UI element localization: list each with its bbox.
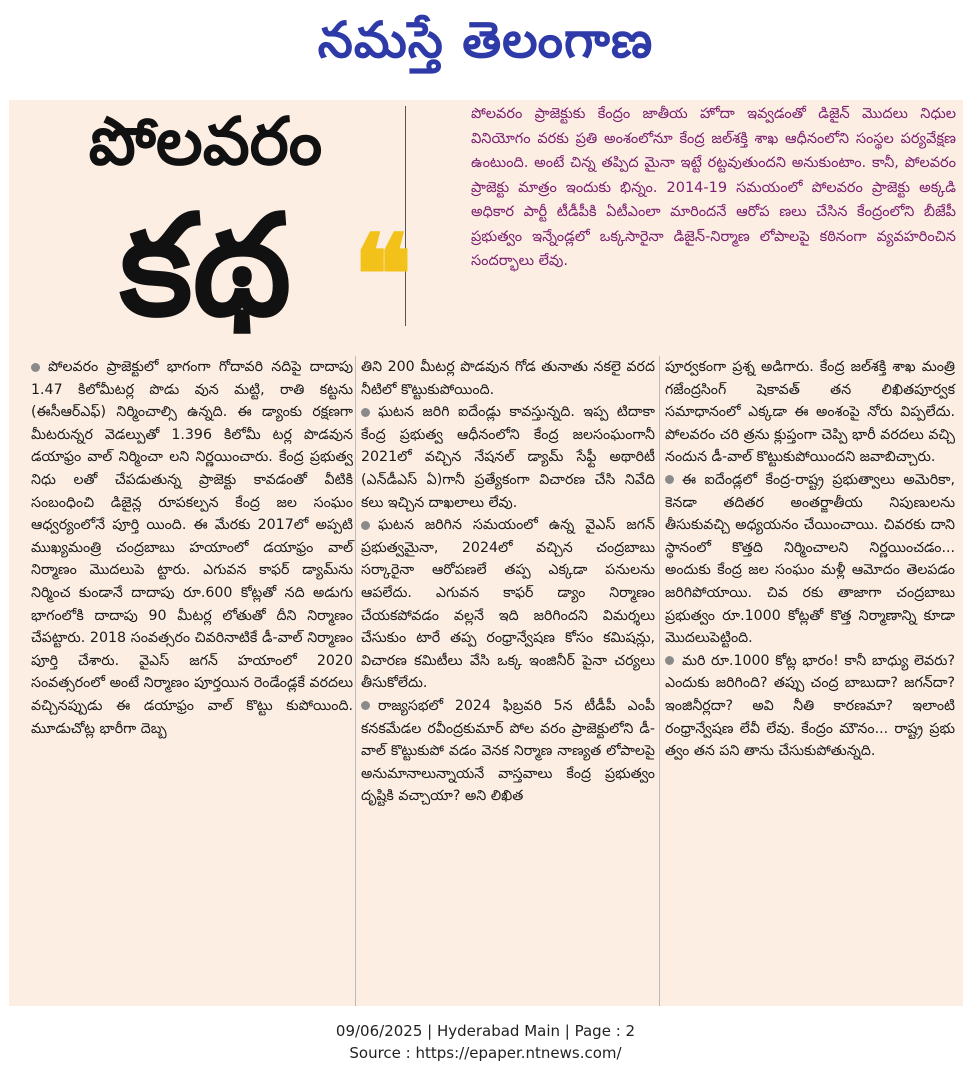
masthead — [0, 0, 971, 92]
footer-source: Source : https://epaper.ntnews.com/ — [349, 1044, 622, 1062]
bullet-icon — [361, 701, 370, 710]
bullet-icon — [665, 656, 674, 665]
intro-paragraph: పోలవరం ప్రాజెక్టుకు కేంద్రం జాతీయ హోదా ఇవ్వడంతో డిజైన్ మొదలు నిధుల వినియోగం వరకు ప్రతి అంశంలోనూ కేంద్ర జల్‌శక్తి శాఖ ఆధీనంలోని సంస్థల పర్యవేక్షణ ఉంటుంది. అంటే చిన్న తప్పిద మైనా ఇట్టే రట్టవుతుందని అనుకుంటాం. కానీ, పోలవరం ప్రాజెక్టు మాత్రం ఇందుకు భిన్నం. 2014-19 సమయంలో పోలవరం ప్రాజెక్టు అక్కడి అధికార పార్టీ టీడీపీకి ఏటీఎంలా మారిందనే ఆరోప ణలు చేసిన కేంద్రంలోని బీజేపీ ప్రభుత్వం ఇన్నేండ్లలో ఒక్కసారైనా డిజైన్-నిర్మాణ లోపాలపై కఠినంగా వ్యవహరించిన సందర్భాలు లేవు. — [471, 106, 956, 269]
article-columns — [9, 356, 963, 1006]
headline-line-1: పోలవరం — [88, 103, 323, 180]
article-paragraph — [665, 469, 955, 650]
article-paragraph — [665, 650, 955, 763]
headline-block — [9, 100, 402, 350]
paragraph-continuation: తిని 200 మీటర్ల పొడవున గోడ తునాతు నకలై వరద నీటిలో కొట్టుకుపోయింది. — [361, 359, 655, 398]
article-paragraph — [361, 401, 655, 514]
paragraph-text: మరి రూ.1000 కోట్ల భారం! కానీ బాధ్యు లెవరు? ఎందుకు జరిగింది? తప్పు చంద్ర బాబుదా? జగన్‌దా? ఇంజినీర్లదా? అవి నీతి కారణమా? ఇలాంటి రంధ్రాన్వేషణ లేవీ లేవు. కేంద్రం మౌనం... రాష్ట్ర ప్రభు త్వం తన పని తాను చేసుకుపోతున్నది. — [665, 652, 955, 760]
paragraph-text: ఘటన జరిగిన సమయంలో ఉన్న వైఎస్ జగన్ ప్రభుత్వమైనా, 2024లో వచ్చిన చంద్రబాబు సర్కారైనా ఆరోపణలే తప్ప ఎక్కడా పనులను ఆపలేదు. ఎగువన కాఫర్ డ్యాం నిర్మాణం చేయకపోవడం వల్లనే ఇది జరిగిందని విమర్శలు చేసుకుం టారే తప్ప రంధ్రాన్వేషణ కోసం కమిషన్లు, విచారణ కమిటీలు వేసి ఒక్క ఇంజినీర్ పైనా చర్యలు తీసుకోలేదు. — [361, 517, 655, 692]
article-clipping — [9, 100, 963, 1006]
bullet-icon — [31, 363, 40, 372]
quote-icon: ❝ — [353, 210, 413, 339]
paragraph-text: పోలవరం ప్రాజెక్టులో భాగంగా గోదావరి నదిపై దాదాపు 1.47 కిలోమీటర్ల పొడు వున మట్టి, రాతి కట్టను (ఈసీఆర్‌ఎఫ్) నిర్మించాల్సి ఉన్నది. ఈ డ్యాంకు రక్షణగా మీటరున్నర వెడల్పుతో 1.396 కిలోమీ టర్ల పొడవున డయాఫ్రం వాల్ నిర్మించా లని నిర్ణయించారు. కేంద్ర ప్రభుత్వ నిధు లతో చేపడుతున్న ప్రాజెక్టు కావడంతో వీటికి సంబంధించి డిజైన్ల రూపకల్పన కేంద్ర జల సంఘం ఆధ్వర్యంలోనే పూర్తి యింది. ఈ మేరకు 2017లో అప్పటి ముఖ్యమంత్రి చంద్రబాబు హయాంలో డయాఫ్రం వాల్ నిర్మాణం మొదలుపె ట్టారు. ఎగువన కాఫర్ డ్యామ్‌ను నిర్మించ కుండానే దాదాపు రూ.600 కోట్లతో నది అడుగు భాగంలోకి దాదాపు 90 మీటర్ల లోతుతో దీని నిర్మాణం చేపట్టారు. 2018 సంవత్సరం చివరినాటికే డీ-వాల్ నిర్మాణం పూర్తి చేశారు. వైఎస్ జగన్ హయాంలో 2020 సంవత్సరంలో అంటే నిర్మాణం పూర్తయిన రెండేండ్లకే వరదలు వచ్చినప్పుడు ఈ డయాఫ్రం వాల్ కొట్టు కుపోయింది. మూడుచోట్ల భారీగా దెబ్బ — [31, 359, 353, 737]
footer-date-edition: 09/06/2025 | Hyderabad Main | Page : 2 — [335, 1022, 636, 1040]
article-paragraph — [31, 356, 353, 740]
paragraph-continuation: పూర్వకంగా ప్రశ్న అడిగారు. కేంద్ర జల్‌శక్తి శాఖ మంత్రి గజేంద్రసింగ్ షెకావత్ తన లిఖితపూర్వక సమాధానంలో ఎక్కడా ఈ అంశంపై నోరు విప్పలేదు. పోలవరం చరి త్రను క్లుప్తంగా చెప్పి భారీ వరదలు వచ్చి నందున డీ-వాల్ కొట్టుకుపోయిందని జవాబిచ్చారు. — [665, 359, 955, 466]
bullet-icon — [361, 521, 370, 530]
newspaper-logo: నమస్తే తెలంగాణ — [317, 10, 654, 69]
paragraph-text: రాజ్యసభలో 2024 ఫిబ్రవరి 5న టీడీపీ ఎంపీ కనకమేడల రవీంద్రకుమార్ పోల వరం ప్రాజెక్టులోని డీ-వాల్ కొట్టుకుపో వడం వెనక నిర్మాణ నాణ్యత లోపాలపై అనుమానాలున్నాయనే వాస్తవాలు కేంద్ర ప్రభుత్వం దృష్టికి వచ్చాయా? అని లిఖిత — [361, 697, 655, 805]
footer — [0, 1020, 971, 1064]
bullet-icon — [665, 475, 674, 484]
column-3 — [665, 356, 955, 1006]
article-paragraph — [361, 695, 655, 808]
column-2 — [361, 356, 655, 1006]
paragraph-text: ఈ ఐదేండ్లలో కేంద్ర-రాష్ట్ర ప్రభుత్వాలు అమెరికా, కెనడా తదితర అంతర్జాతీయ నిపుణులను తీసుకువచ్చి అధ్యయనం చేయించాయి. చివరకు దాని స్థానంలో కొత్తది నిర్మించాలని నిర్ణయించడం... అందుకు కేంద్ర జల సంఘం మళ్లీ ఆమోదం తెలపడం జరిగిపోయాయి. చివ రకు తాజాగా చంద్రబాబు ప్రభుత్వం రూ.1000 కోట్లతో కొత్త నిర్మాణాన్ని కూడా మొదలుపెట్టింది. — [665, 471, 955, 647]
column-1 — [31, 356, 353, 1006]
headline-line-2: కథ — [119, 185, 292, 348]
column-divider — [355, 356, 356, 1006]
column-divider — [659, 356, 660, 1006]
paragraph-text: ఘటన జరిగి ఐదేండ్లు కావస్తున్నది. ఇప్ప టిదాకా కేంద్ర ప్రభుత్వ ఆధీనంలోని కేంద్ర జలసంఘంగానీ 2021లో వచ్చిన నేషనల్ డ్యామ్ సేఫ్టీ అథారిటీ (ఎన్‌డీఎస్ ఏ)గానీ ప్రత్యేకంగా విచారణ చేసి నివేది కలు ఇచ్చిన దాఖలాలు లేవు. — [361, 404, 655, 511]
article-paragraph — [361, 514, 655, 695]
bullet-icon — [361, 408, 370, 417]
